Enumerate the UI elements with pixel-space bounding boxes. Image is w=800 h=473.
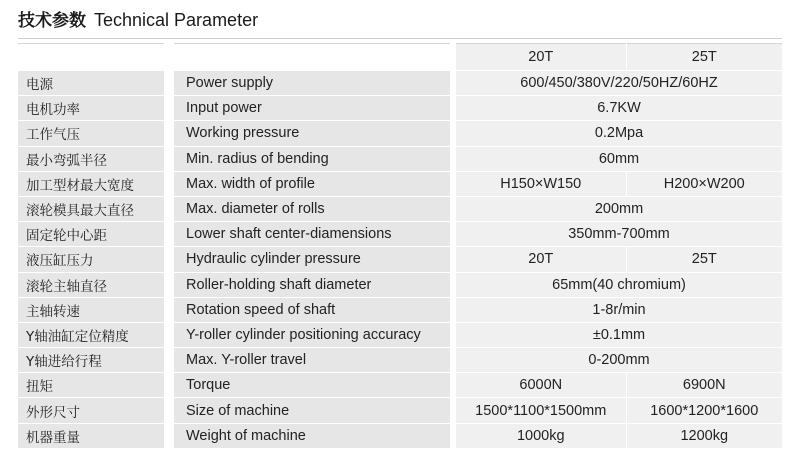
table-header-row — [18, 44, 782, 71]
param-value: 200mm — [456, 196, 782, 221]
spec-table-body — [18, 44, 782, 449]
param-name-en: Max. diameter of rolls — [174, 196, 450, 221]
param-name-en: Power supply — [174, 71, 450, 96]
param-name-en: Size of machine — [174, 398, 450, 423]
param-value-25t: 6900N — [626, 373, 782, 398]
param-value: 65mm(40 chromium) — [456, 272, 782, 297]
param-name-en: Roller-holding shaft diameter — [174, 272, 450, 297]
param-name-zh: Y轴油缸定位精度 — [18, 322, 164, 347]
param-name-zh: 加工型材最大宽度 — [18, 171, 164, 196]
table-row — [18, 247, 782, 272]
table-row — [18, 222, 782, 247]
param-name-en: Y-roller cylinder positioning accuracy — [174, 322, 450, 347]
param-name-zh: Y轴进给行程 — [18, 348, 164, 373]
param-value: 1-8r/min — [456, 297, 782, 322]
param-value: 350mm-700mm — [456, 222, 782, 247]
title-zh: 技术参数 — [18, 11, 86, 31]
param-name-zh: 外形尺寸 — [18, 398, 164, 423]
param-value: 60mm — [456, 146, 782, 171]
table-row — [18, 272, 782, 297]
header-blank-en — [174, 44, 450, 71]
header-blank-zh — [18, 44, 164, 71]
header-col-20t: 20T — [456, 44, 626, 71]
param-value-20t: 1000kg — [456, 423, 626, 448]
param-name-en: Lower shaft center-diamensions — [174, 222, 450, 247]
param-value: 6.7KW — [456, 96, 782, 121]
table-row — [18, 297, 782, 322]
spec-table — [18, 43, 782, 449]
param-name-zh: 机器重量 — [18, 423, 164, 448]
table-row — [18, 423, 782, 448]
param-name-zh: 固定轮中心距 — [18, 222, 164, 247]
param-value-20t: 20T — [456, 247, 626, 272]
table-row — [18, 373, 782, 398]
param-name-en: Input power — [174, 96, 450, 121]
param-name-en: Weight of machine — [174, 423, 450, 448]
param-value: 0-200mm — [456, 348, 782, 373]
param-value-20t: 1500*1100*1500mm — [456, 398, 626, 423]
param-name-zh: 电机功率 — [18, 96, 164, 121]
table-row — [18, 146, 782, 171]
table-row — [18, 322, 782, 347]
param-name-zh: 滚轮主轴直径 — [18, 272, 164, 297]
param-name-zh: 扭矩 — [18, 373, 164, 398]
param-value-25t: 1200kg — [626, 423, 782, 448]
table-row — [18, 96, 782, 121]
param-value-20t: 6000N — [456, 373, 626, 398]
table-row — [18, 398, 782, 423]
param-value: ±0.1mm — [456, 322, 782, 347]
param-name-en: Rotation speed of shaft — [174, 297, 450, 322]
table-row — [18, 171, 782, 196]
param-value-25t: H200×W200 — [626, 171, 782, 196]
param-value: 0.2Mpa — [456, 121, 782, 146]
param-name-zh: 液压缸压力 — [18, 247, 164, 272]
param-value-20t: H150×W150 — [456, 171, 626, 196]
title-divider — [18, 38, 782, 39]
param-name-zh: 工作气压 — [18, 121, 164, 146]
header-col-25t: 25T — [626, 44, 782, 71]
table-row — [18, 196, 782, 221]
param-name-zh: 滚轮模具最大直径 — [18, 196, 164, 221]
table-row — [18, 121, 782, 146]
param-name-en: Max. width of profile — [174, 171, 450, 196]
param-value-25t: 1600*1200*1600 — [626, 398, 782, 423]
table-row — [18, 71, 782, 96]
param-value-25t: 25T — [626, 247, 782, 272]
param-name-en: Hydraulic cylinder pressure — [174, 247, 450, 272]
param-name-zh: 主轴转速 — [18, 297, 164, 322]
page-title — [18, 6, 258, 31]
param-name-en: Working pressure — [174, 121, 450, 146]
param-name-zh: 最小弯弧半径 — [18, 146, 164, 171]
param-name-en: Max. Y-roller travel — [174, 348, 450, 373]
title-en: Technical Parameter — [94, 10, 259, 30]
param-name-en: Torque — [174, 373, 450, 398]
param-name-en: Min. radius of bending — [174, 146, 450, 171]
param-value: 600/450/380V/220/50HZ/60HZ — [456, 71, 782, 96]
table-row — [18, 348, 782, 373]
param-name-zh: 电源 — [18, 71, 164, 96]
